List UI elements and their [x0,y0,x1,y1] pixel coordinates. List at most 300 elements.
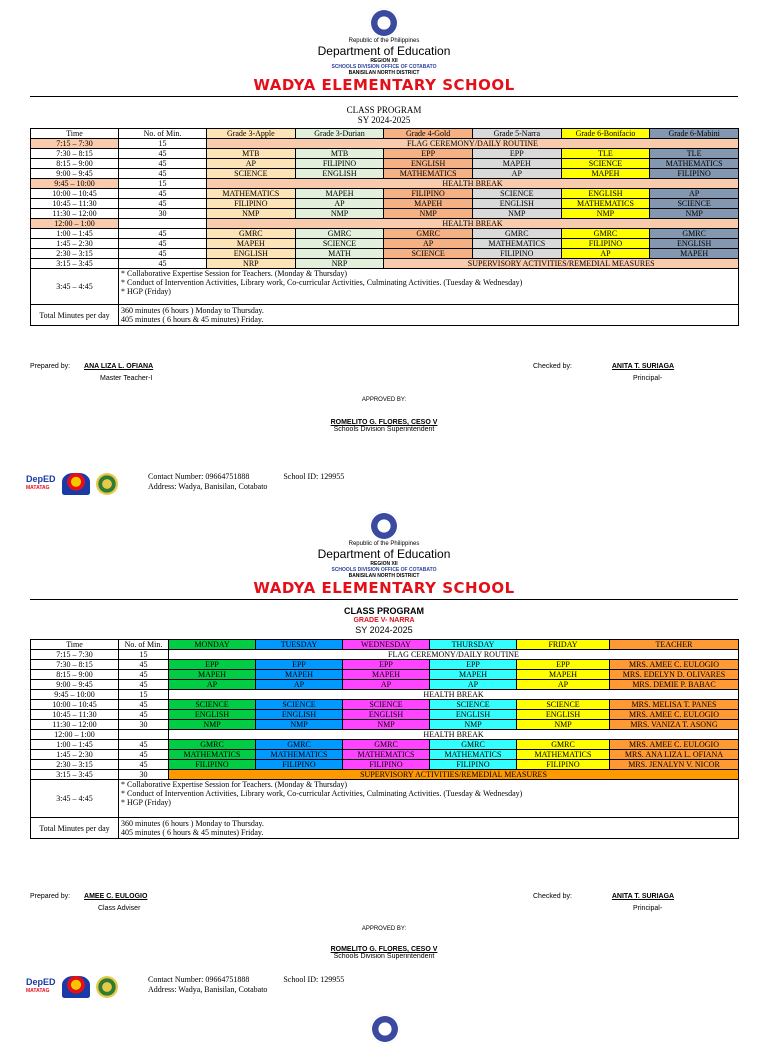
table-row [31,239,739,249]
school-id: School ID: 129955 [283,472,345,481]
minutes-cell: 45 [119,750,169,760]
school-name: WADYA ELEMENTARY SCHOOL [253,76,515,94]
table-row [31,680,739,690]
deped-seal-icon [369,8,399,38]
subject-cell: NMP [207,209,296,219]
column-header: MONDAY [169,640,256,650]
column-header: Grade 6-Bonifacio [561,129,650,139]
footer-logos [26,473,118,495]
subject-cell: MATH [295,249,384,259]
table-row [31,690,739,700]
subject-cell: MATHEMATICS [517,750,610,760]
subject-cell: GMRC [561,229,650,239]
address: Address: Wadya, Banisilan, Cotabato [148,482,268,491]
time-cell: 8:15 – 9:00 [31,670,119,680]
subject-cell: NMP [561,209,650,219]
prepared-name: ANA LIZA L. OFIANA [84,363,154,370]
deped-matatag-logo-icon: DepED MATATAG [26,977,56,994]
table-row [31,259,739,269]
school-name: WADYA ELEMENTARY SCHOOL [253,579,515,597]
approved-label: APPROVED BY: [361,926,407,932]
district-text: BANISILAN NORTH DISTRICT [348,70,420,76]
teacher-cell: MRS. DEMIE P. BABAC [610,680,739,690]
subject-cell: NMP [343,720,430,730]
minutes-cell: 45 [119,159,207,169]
minutes-cell: 30 [119,720,169,730]
time-cell: 10:45 – 11:30 [31,199,119,209]
subject-cell: GMRC [169,740,256,750]
column-header: Time [31,129,119,139]
table-row [31,730,739,740]
subject-cell: ENGLISH [517,710,610,720]
subject-cell: NRP [207,259,296,269]
time-cell: 1:45 – 2:30 [31,239,119,249]
subject-cell: ENGLISH [384,159,473,169]
subject-cell: MATHEMATICS [384,169,473,179]
minutes-cell: 45 [119,740,169,750]
time-cell: 9:45 – 10:00 [31,179,119,189]
note-line: * Collaborative Expertise Session for Teachers. (Monday & Thursday) [121,780,347,789]
subject-cell: ENGLISH [650,239,739,249]
checked-by-block [533,363,674,370]
time-cell: 10:45 – 11:30 [31,710,119,720]
activity-band: FLAG CEREMONY/DAILY ROUTINE [207,139,739,149]
checked-title: Principal- [633,905,663,912]
total-label: Total Minutes per day [31,818,119,839]
table-row [31,720,739,730]
subject-cell: NMP [650,209,739,219]
subject-cell: AP [430,680,517,690]
minutes-cell: 45 [119,700,169,710]
subject-cell: MAPEH [384,199,473,209]
subject-cell: FILIPINO [384,189,473,199]
column-header: Grade 3-Durian [295,129,384,139]
subject-cell: MAPEH [472,159,561,169]
subject-cell: NMP [295,209,384,219]
teacher-cell: MRS. JENALYN V. NICOR [610,760,739,770]
subject-cell: GMRC [472,229,561,239]
subject-cell: SCIENCE [169,700,256,710]
subject-cell: FILIPINO [207,199,296,209]
subject-cell: MTB [207,149,296,159]
republic-text: Republic of the Philippines [348,38,420,44]
prepared-name: AMEE C. EULOGIO [84,893,148,900]
time-cell: 9:00 – 9:45 [31,680,119,690]
table-row [31,700,739,710]
subject-cell: MTB [295,149,384,159]
notes-cell [119,780,739,818]
approved-title: Schools Division Superintendent [333,953,435,960]
table-row [31,760,739,770]
checked-name: ANITA T. SURIAGA [611,363,675,370]
subject-cell: GMRC [256,740,343,750]
subject-cell: EPP [430,660,517,670]
subject-cell: GMRC [650,229,739,239]
table-row [31,818,739,839]
notes-cell [119,269,739,305]
district-text: BANISILAN NORTH DISTRICT [348,573,420,579]
subject-cell: MAPEH [295,189,384,199]
note-line: * Collaborative Expertise Session for Teachers. (Monday & Thursday) [121,269,347,278]
subject-cell: GMRC [517,740,610,750]
subject-cell: EPP [517,660,610,670]
subject-cell: GMRC [295,229,384,239]
checked-by-block-2 [533,893,674,900]
table-row [31,660,739,670]
time-cell: 3:15 – 3:45 [31,770,119,780]
subject-cell: TLE [561,149,650,159]
subject-cell: FILIPINO [169,760,256,770]
time-cell: 3:15 – 3:45 [31,259,119,269]
column-header: TEACHER [610,640,739,650]
note-line: * HGP (Friday) [121,287,171,296]
subject-cell: FILIPINO [430,760,517,770]
activity-band: FLAG CEREMONY/DAILY ROUTINE [169,650,739,660]
class-program-page-2 [0,511,768,839]
republic-text: Republic of the Philippines [348,541,420,547]
activity-band: HEALTH BREAK [207,179,739,189]
subject-cell: NMP [169,720,256,730]
minutes-cell: 45 [119,199,207,209]
address: Address: Wadya, Banisilan, Cotabato [148,985,268,994]
school-year: SY 2024-2025 [357,115,411,125]
subject-cell: ENGLISH [207,249,296,259]
subject-cell: SCIENCE [650,199,739,209]
subject-cell: ENGLISH [430,710,517,720]
teacher-cell: MRS. AMEE C. EULOGIO [610,660,739,670]
subject-cell: EPP [256,660,343,670]
department-text: Department of Education [317,547,451,561]
column-header: Grade 4-Gold [384,129,473,139]
column-header: Grade 3-Apple [207,129,296,139]
subject-cell: ENGLISH [295,169,384,179]
table-row [31,249,739,259]
subject-cell: MATHEMATICS [169,750,256,760]
time-cell: 7:15 – 7:30 [31,139,119,149]
minutes-cell: 45 [119,249,207,259]
subject-cell: ENGLISH [343,710,430,720]
time-cell: 7:30 – 8:15 [31,660,119,670]
time-cell: 11:30 – 12:00 [31,209,119,219]
subject-cell: MATHEMATICS [561,199,650,209]
column-header: WEDNESDAY [343,640,430,650]
subject-cell: MAPEH [650,249,739,259]
table-row [31,710,739,720]
approved-block-2 [0,946,768,960]
subject-cell: MATHEMATICS [430,750,517,760]
teacher-cell: MRS. EDELYN D. OLIVARES [610,670,739,680]
checked-title: Principal- [633,375,663,382]
activity-band: HEALTH BREAK [169,730,739,740]
subject-cell: FILIPINO [517,760,610,770]
subject-cell: FILIPINO [650,169,739,179]
time-cell: 7:15 – 7:30 [31,650,119,660]
deped-matatag-logo-icon: DepED MATATAG [26,474,56,491]
minutes-cell: 45 [119,670,169,680]
prepared-label: Prepared by: [30,893,71,900]
subject-cell: SCIENCE [207,169,296,179]
minutes-cell: 45 [119,169,207,179]
grade-schedule-table [30,128,739,326]
subject-cell: SCIENCE [384,249,473,259]
letterhead-2 [0,511,768,636]
activity-band: SUPERVISORY ACTIVITIES/REMEDIAL MEASURES [169,770,739,780]
approved-label: APPROVED BY: [361,397,407,403]
contact-number: Contact Number: 09664751888 [148,975,250,984]
time-cell: 12:00 – 1:00 [31,730,119,740]
subject-cell: ENGLISH [169,710,256,720]
subject-cell: MAPEH [430,670,517,680]
contact-info [148,472,344,492]
subject-cell: AP [207,159,296,169]
subject-cell: SCIENCE [517,700,610,710]
minutes-cell: 45 [119,149,207,159]
table-row [31,229,739,239]
prepared-by-block-2 [30,893,147,900]
subject-cell: MATHEMATICS [650,159,739,169]
subject-cell: AP [384,239,473,249]
subject-cell: FILIPINO [561,239,650,249]
subject-cell: GMRC [343,740,430,750]
school-year: SY 2024-2025 [355,625,413,635]
subject-cell: ENGLISH [256,710,343,720]
checked-label: Checked by: [533,363,572,370]
program-title: CLASS PROGRAM [343,606,424,616]
subject-cell: FILIPINO [256,760,343,770]
subject-cell: SCIENCE [343,700,430,710]
division-text: SCHOOLS DIVISION OFFICE OF COTABATO [331,64,437,70]
table-row [31,740,739,750]
deped-seal-icon [370,1014,400,1044]
subject-cell: MAPEH [561,169,650,179]
subject-cell: GMRC [384,229,473,239]
column-header: THURSDAY [430,640,517,650]
subject-cell: AP [650,189,739,199]
subject-cell: SCIENCE [472,189,561,199]
subject-cell: AP [472,169,561,179]
table-row [31,770,739,780]
teacher-cell: MRS. MELISA T. PANES [610,700,739,710]
total-line: 360 minutes (6 hours ) Monday to Thursday. [121,819,264,828]
approved-name: ROMELITO G. FLORES, CESO V [330,419,438,426]
region-text: REGION XII [370,58,398,64]
time-cell: 9:00 – 9:45 [31,169,119,179]
table-row [31,269,739,305]
subject-cell: AP [256,680,343,690]
subject-cell: NMP [256,720,343,730]
subject-cell: NRP [295,259,384,269]
subject-cell: SCIENCE [256,700,343,710]
checked-label: Checked by: [533,893,572,900]
table-row [31,209,739,219]
subject-cell: MATHEMATICS [343,750,430,760]
minutes-cell: 45 [119,710,169,720]
prepared-by-block [30,363,153,370]
time-cell: 9:45 – 10:00 [31,690,119,700]
column-header: No. of Min. [119,640,169,650]
subject-cell: EPP [169,660,256,670]
minutes-cell [119,219,207,229]
subject-cell: MAPEH [169,670,256,680]
time-cell: 1:00 – 1:45 [31,229,119,239]
region-text: REGION XII [370,561,398,567]
minutes-cell [119,730,169,740]
subject-cell: MAPEH [343,670,430,680]
subject-cell: AP [561,249,650,259]
program-title: CLASS PROGRAM [346,105,422,115]
table-row [31,149,739,159]
subject-cell: MAPEH [517,670,610,680]
department-text: Department of Education [317,44,451,58]
prepared-label: Prepared by: [30,363,71,370]
subject-cell: AP [295,199,384,209]
minutes-cell: 45 [119,239,207,249]
class-program-page-1 [0,8,768,326]
weekly-schedule-table [30,639,739,839]
minutes-cell: 15 [119,690,169,700]
activity-band: SUPERVISORY ACTIVITIES/REMEDIAL MEASURES [384,259,739,269]
deped-seal-icon [369,511,399,541]
column-header: TUESDAY [256,640,343,650]
header-divider [30,96,738,97]
column-header: FRIDAY [517,640,610,650]
time-cell: 10:00 – 10:45 [31,189,119,199]
table-row [31,640,739,650]
minutes-cell: 15 [119,650,169,660]
subject-cell: FILIPINO [343,760,430,770]
table-row [31,305,739,326]
footer-logos-2 [26,976,118,998]
subject-cell: SCIENCE [561,159,650,169]
subject-cell: NMP [517,720,610,730]
subject-cell: MATHEMATICS [256,750,343,760]
time-cell: 8:15 – 9:00 [31,159,119,169]
time-cell: 2:30 – 3:15 [31,249,119,259]
table-row [31,189,739,199]
bagong-pilipinas-logo-icon [62,976,90,998]
approved-block [0,419,768,433]
subject-cell: SCIENCE [295,239,384,249]
totals-cell [119,818,739,839]
total-line: 405 minutes ( 6 hours & 45 minutes) Friday. [121,315,264,324]
minutes-cell: 15 [119,139,207,149]
subject-cell: NMP [384,209,473,219]
totals-cell [119,305,739,326]
prepared-title: Class Adviser [98,905,141,912]
table-row [31,159,739,169]
note-line: * HGP (Friday) [121,798,171,807]
minutes-cell: 30 [119,209,207,219]
subject-cell: FILIPINO [472,249,561,259]
column-header: Time [31,640,119,650]
activity-band: HEALTH BREAK [207,219,739,229]
subject-cell: EPP [472,149,561,159]
time-cell: 3:45 – 4:45 [31,269,119,305]
subject-cell: EPP [343,660,430,670]
bagong-pilipinas-logo-icon [62,473,90,495]
table-row [31,139,739,149]
table-row [31,670,739,680]
time-cell: 12:00 – 1:00 [31,219,119,229]
school-seal-icon [96,473,118,495]
subject-cell: EPP [384,149,473,159]
contact-number: Contact Number: 09664751888 [148,472,250,481]
note-line: * Conduct of Intervention Activities, Library work, Co-curricular Activities, Culminating Activities. (Tuesday & Wednesday) [121,789,523,798]
header-divider [30,599,738,600]
subject-cell: TLE [650,149,739,159]
subject-cell: NMP [472,209,561,219]
table-row [31,750,739,760]
letterhead [0,8,768,125]
column-header: Grade 5-Narra [472,129,561,139]
subject-cell: MATHEMATICS [207,189,296,199]
time-cell: 10:00 – 10:45 [31,700,119,710]
school-id: School ID: 129955 [283,975,345,984]
contact-info-2 [148,975,344,995]
teacher-cell: MRS. AMEE C. EULOGIO [610,710,739,720]
subject-cell: SCIENCE [430,700,517,710]
time-cell: 2:30 – 3:15 [31,760,119,770]
time-cell: 1:00 – 1:45 [31,740,119,750]
table-row [31,219,739,229]
time-cell: 7:30 – 8:15 [31,149,119,159]
column-header: Grade 6-Mabini [650,129,739,139]
checked-name: ANITA T. SURIAGA [611,893,675,900]
minutes-cell: 45 [119,660,169,670]
subject-cell: MATHEMATICS [472,239,561,249]
teacher-cell: MRS. AMEE C. EULOGIO [610,740,739,750]
minutes-cell: 45 [119,259,207,269]
table-row [31,129,739,139]
subject-cell: AP [343,680,430,690]
total-line: 360 minutes (6 hours ) Monday to Thursday. [121,306,264,315]
school-seal-icon [96,976,118,998]
subject-cell: ENGLISH [561,189,650,199]
time-cell: 11:30 – 12:00 [31,720,119,730]
subject-cell: GMRC [430,740,517,750]
table-row [31,780,739,818]
minutes-cell: 45 [119,229,207,239]
teacher-cell: MRS. ANA LIZA L. OFIANA [610,750,739,760]
prepared-title: Master Teacher-I [100,375,153,382]
time-cell: 1:45 – 2:30 [31,750,119,760]
minutes-cell: 45 [119,680,169,690]
table-row [31,650,739,660]
subject-cell: FILIPINO [295,159,384,169]
grade-section: GRADE V- NARRA [353,617,415,624]
subject-cell: AP [169,680,256,690]
minutes-cell: 15 [119,179,207,189]
minutes-cell: 45 [119,760,169,770]
approved-title: Schools Division Superintendent [333,426,435,433]
subject-cell: MAPEH [256,670,343,680]
subject-cell: NMP [430,720,517,730]
table-row [31,199,739,209]
minutes-cell: 30 [119,770,169,780]
subject-cell: ENGLISH [472,199,561,209]
teacher-cell: MRS. VANIZA T. ASONG [610,720,739,730]
time-cell: 3:45 – 4:45 [31,780,119,818]
table-row [31,169,739,179]
approved-name: ROMELITO G. FLORES, CESO V [330,946,438,953]
column-header: No. of Min. [119,129,207,139]
table-row [31,179,739,189]
note-line: * Conduct of Intervention Activities, Library work, Co-curricular Activities, Culminating Activities. (Tuesday & Wednesday) [121,278,523,287]
subject-cell: AP [517,680,610,690]
subject-cell: MAPEH [207,239,296,249]
activity-band: HEALTH BREAK [169,690,739,700]
total-label: Total Minutes per day [31,305,119,326]
